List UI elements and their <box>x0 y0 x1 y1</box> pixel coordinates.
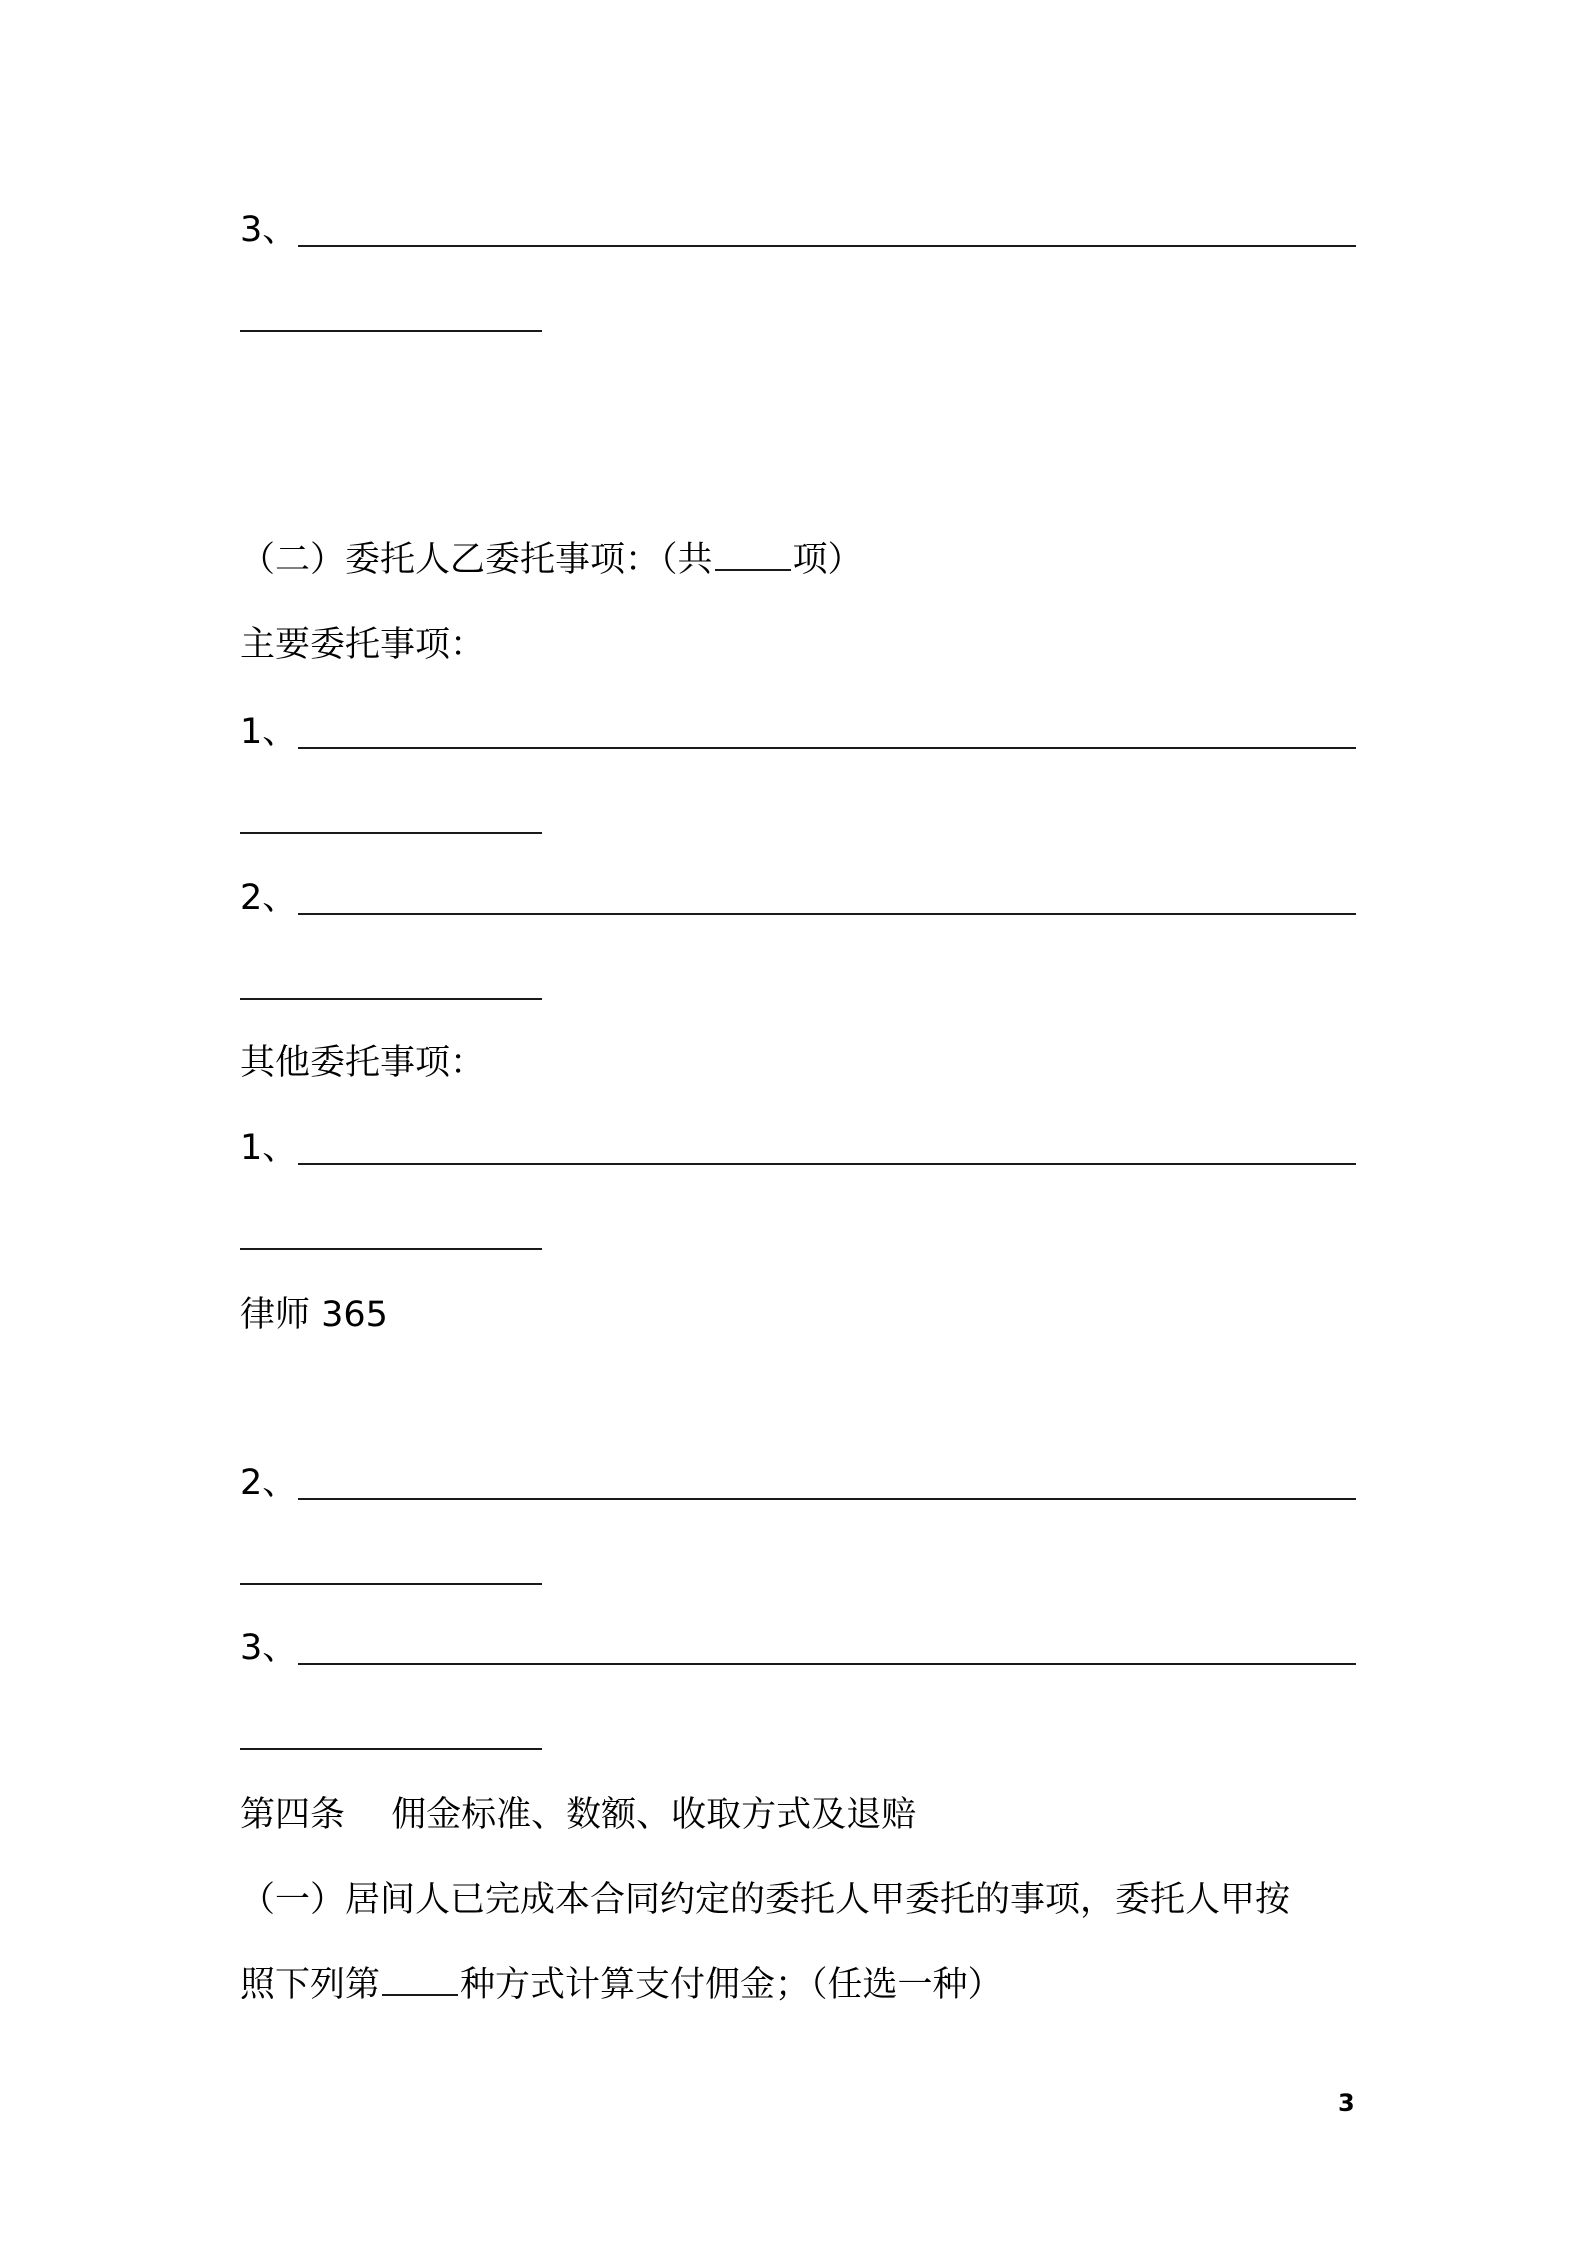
section-heading-suffix: 项） <box>792 540 863 580</box>
fill-line <box>298 1163 1356 1165</box>
other-item-2-label: 2、 <box>240 1463 298 1503</box>
watermark-text: 律师 365 <box>240 1295 388 1335</box>
main-item-1-label: 1、 <box>240 712 298 752</box>
fill-line <box>298 245 1356 247</box>
section-heading-text: （二）委托人乙委托事项：（共 <box>240 540 713 580</box>
fill-line <box>298 747 1356 749</box>
count-blank <box>715 539 791 571</box>
fill-line <box>298 913 1356 915</box>
method-blank <box>382 1964 458 1996</box>
fill-line-short <box>240 998 542 1000</box>
other-item-3-label: 3、 <box>240 1628 298 1668</box>
other-item-1-label: 1、 <box>240 1128 298 1168</box>
fill-line-short <box>240 832 542 834</box>
main-item-2-label: 2、 <box>240 878 298 918</box>
item-3-label: 3、 <box>240 210 298 250</box>
fill-line <box>298 1663 1356 1665</box>
main-matters-label: 主要委托事项： <box>240 625 486 665</box>
paragraph-text-after: 种方式计算支付佣金；（任选一种） <box>460 1965 1003 2005</box>
article-4-paragraph-line-2 <box>240 1960 1003 2010</box>
other-matters-label: 其他委托事项： <box>240 1043 486 1083</box>
fill-line <box>298 1498 1356 1500</box>
fill-line-short <box>240 330 542 332</box>
section-heading-client-b <box>240 535 863 585</box>
fill-line-short <box>240 1748 542 1750</box>
page-number: 3 <box>1338 2089 1355 2117</box>
fill-line-short <box>240 1583 542 1585</box>
article-4-heading: 第四条 佣金标准、数额、收取方式及退赔 <box>240 1795 917 1835</box>
paragraph-text-before: 照下列第 <box>240 1965 381 2005</box>
article-4-paragraph-line-1: （一）居间人已完成本合同约定的委托人甲委托的事项，委托人甲按 <box>240 1880 1291 1920</box>
fill-line-short <box>240 1248 542 1250</box>
